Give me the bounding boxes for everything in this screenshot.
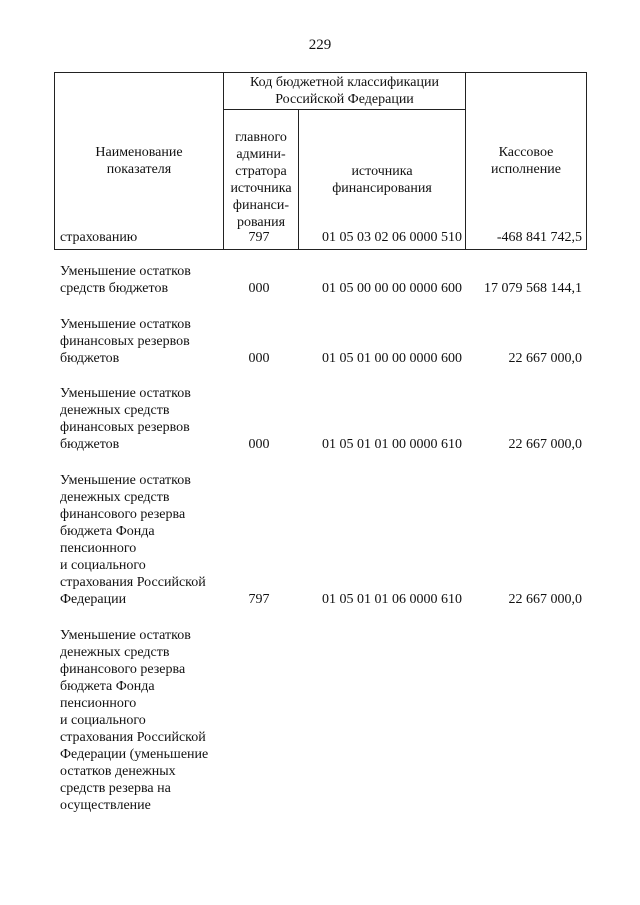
table-row (54, 263, 586, 297)
row-name-line: финансовых резервов (60, 334, 190, 349)
row-name-line: денежных средств (60, 490, 170, 505)
header-text-line: источника (230, 180, 292, 196)
header-text-line: Российской Федерации (275, 92, 414, 107)
row-source-code: 01 05 00 00 00 0000 600 (322, 281, 462, 296)
header-text-line: Код бюджетной классификации (250, 75, 439, 90)
row-name-line: финансового резерва (60, 507, 186, 522)
row-name-line: осуществление (60, 798, 151, 813)
row-name-line: Уменьшение остатков (60, 264, 191, 279)
header-text-line: исполнение (491, 162, 561, 177)
row-name (60, 316, 230, 367)
row-admin-code: 000 (248, 437, 270, 452)
row-name-line: финансовых резервов (60, 420, 190, 435)
row-name-line: Уменьшение остатков (60, 317, 191, 332)
table-row (54, 627, 586, 814)
header-kass-column (466, 73, 587, 250)
row-source-code: 01 05 03 02 06 0000 510 (322, 230, 462, 245)
row-name (60, 472, 230, 608)
row-name (60, 263, 230, 297)
row-name-line: денежных средств (60, 645, 170, 660)
row-value: 17 079 568 144,1 (484, 281, 582, 296)
header-text-line: стратора (235, 163, 287, 179)
header-text-line: админи- (236, 146, 286, 162)
row-value: 22 667 000,0 (508, 437, 582, 452)
row-name-line: Федерации (уменьшение (60, 747, 209, 762)
header-name-column (55, 73, 224, 250)
row-name-line: и социального (60, 713, 146, 728)
row-name-line: пенсионного (60, 696, 137, 711)
page-number: 229 (308, 37, 332, 53)
table-row (54, 472, 586, 608)
row-name-line: средств бюджетов (60, 281, 169, 296)
row-name-line: Уменьшение остатков (60, 386, 191, 401)
row-name-line: страхования Российской (60, 730, 206, 745)
header-text-line: главного (235, 129, 287, 145)
row-source-code: 01 05 01 00 00 0000 600 (322, 351, 462, 366)
row-value: 22 667 000,0 (508, 592, 582, 607)
header-text-line: финанси- (232, 197, 290, 213)
header-text-line: источника (351, 163, 413, 179)
row-admin-code: 797 (248, 230, 270, 245)
row-name (60, 627, 230, 814)
row-source-code: 01 05 01 01 00 0000 610 (322, 437, 462, 452)
row-name-line: и социального (60, 558, 146, 573)
header-text-line: Кассовое (498, 145, 554, 160)
row-name-line: бюджета Фонда (60, 524, 155, 539)
table-row (54, 229, 586, 246)
header-text-line: финансирования (332, 180, 432, 196)
header-text-line: Наименование (95, 145, 183, 160)
table-row (54, 316, 586, 367)
header-text-line: показателя (106, 162, 172, 177)
row-admin-code: 000 (248, 281, 270, 296)
row-name-line: бюджета Фонда (60, 679, 155, 694)
header-text-line: рования (236, 214, 286, 230)
row-name-line: Уменьшение остатков (60, 628, 191, 643)
row-name-line: остатков денежных (60, 764, 176, 779)
row-value: 22 667 000,0 (508, 351, 582, 366)
row-name-line: средств резерва на (60, 781, 171, 796)
row-name-line: страхованию (60, 230, 138, 245)
row-source-code: 01 05 01 01 06 0000 610 (322, 592, 462, 607)
header-kbk-group (224, 73, 466, 110)
row-name-line: Уменьшение остатков (60, 473, 191, 488)
table-header (54, 72, 587, 250)
row-admin-code: 797 (248, 592, 270, 607)
row-name (60, 385, 230, 453)
row-name-line: пенсионного (60, 541, 137, 556)
row-name-line: финансового резерва (60, 662, 186, 677)
row-name-line: Федерации (60, 592, 127, 607)
row-value: -468 841 742,5 (496, 230, 582, 245)
row-name-line: страхования Российской (60, 575, 206, 590)
row-name-line: бюджетов (60, 437, 120, 452)
table-row (54, 385, 586, 453)
row-name-line: денежных средств (60, 403, 170, 418)
row-admin-code: 000 (248, 351, 270, 366)
row-name (60, 229, 230, 246)
row-name-line: бюджетов (60, 351, 120, 366)
